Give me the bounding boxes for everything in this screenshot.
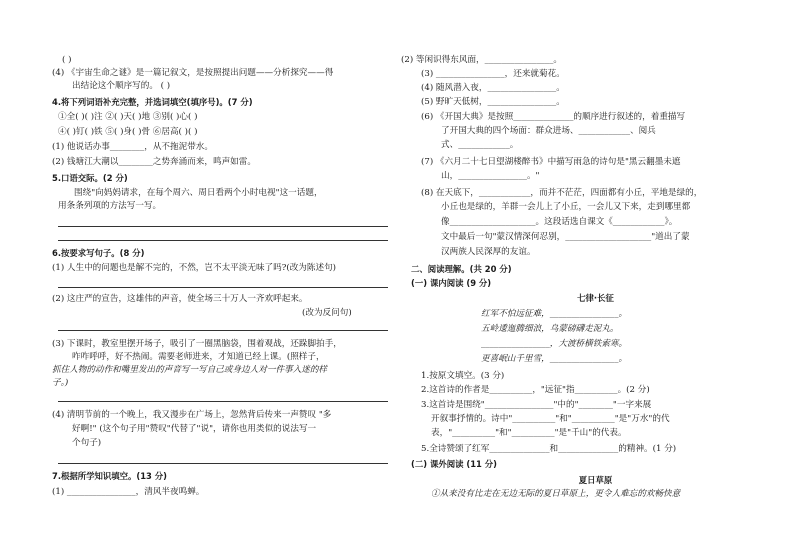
subsection-title: (二) 课外阅读 (11 分)	[411, 459, 497, 469]
question-text: (4) 清明节前的一个晚上，我又漫步在广场上，忽然背后传来一声赞叹 "多	[52, 410, 332, 420]
fill-sentence[interactable]: 5.全诗赞颂了红军______________和______________的精神。(1 分)	[421, 444, 677, 454]
poem-line[interactable]: 红军不怕远征难，________________。	[481, 309, 628, 319]
question-text: 出结论这个顺序写的。 ( )	[72, 81, 171, 91]
answer-line[interactable]	[58, 330, 388, 331]
question-hint: 子。)	[52, 378, 69, 388]
fill-sentence[interactable]: (2) 等闲识得东风面，________________。	[401, 55, 562, 65]
fill-sentence[interactable]: (1) 他说话办事________，从不拖泥带水。	[52, 142, 213, 152]
fill-sentence[interactable]: (7) 《六月二十七日望湖楼醉书》中描写雨急的诗句是"黑云翻墨未遮	[421, 157, 681, 167]
poem-line[interactable]: ________________，大渡桥横铁索寒。	[481, 339, 628, 349]
prompt-text: 围绕"向妈妈请求，在每个周六、周日看两个小时电视"这一话题，	[74, 188, 323, 198]
fill-sentence[interactable]: (3) ________________，还来就菊花。	[421, 69, 565, 79]
fill-sentence: 小丘也是绿的，羊群一会儿上了小丘，一会儿又下来，走到哪里都	[441, 202, 691, 212]
poem-title: 七律·长征	[577, 293, 614, 303]
question-text: 个句子)	[72, 438, 102, 448]
question-text: 咋咋呼呼，好不热闹。需要老师进来，才知道已经上课。(照样子，	[72, 352, 325, 362]
subsection-title: (一) 课内阅读 (9 分)	[411, 278, 492, 288]
fill-sentence[interactable]: (4) 随风潜入夜，________________。	[421, 83, 565, 93]
answer-line[interactable]	[58, 401, 388, 402]
poem-line: 五岭逶迤腾细浪，乌蒙磅礴走泥丸。	[481, 324, 619, 334]
fill-sentence[interactable]: 山，________________。"	[441, 171, 540, 181]
section-7-title: 7.根据所学知识填空。(13 分)	[52, 471, 167, 481]
question-text: (3) 下课时，教室里摆开场子，吸引了一圈黑脑袋，围着观战，还跺脚拍手，	[52, 339, 342, 349]
fill-sentence[interactable]: (8) 在天底下，____________，而并不茫茫，四面都有小丘，平地是绿的，	[421, 188, 703, 198]
question-hint: 抓住人物的动作和嘴里发出的声音写一写自己或身边人对一件事入迷的样	[52, 365, 328, 375]
prompt-text: 用条条列项的方法写一写。	[58, 201, 162, 211]
word-row[interactable]: ①全( )( )注 ②( )天( )地 ③别( )心( )	[58, 112, 198, 122]
fill-sentence: 汉两族人民深厚的友谊。	[441, 247, 536, 257]
fill-sentence[interactable]: 了开国大典的四个场面：群众进场、____________、阅兵	[441, 126, 656, 136]
passage-title: 夏日草原	[578, 475, 613, 485]
question-text: (4) 《宇宙生命之谜》是一篇记叙文，是按照提出问题——分析探究——得	[52, 68, 334, 78]
question-text: (2) 这庄严的宣告，这雄伟的声音，使全场三十万人一齐欢呼起来。	[52, 294, 308, 304]
section-5-title: 5.口语交际。(2 分)	[52, 173, 128, 183]
word-row[interactable]: ④( )钉( )铁 ⑤( )身( )骨 ⑥居高( )( )	[58, 127, 198, 137]
section-2-title: 二、阅读理解。(共 20 分)	[411, 264, 512, 274]
fill-sentence[interactable]: 2.这首诗的作者是__________，"远征"指__________。(2 分)	[421, 385, 650, 395]
answer-line[interactable]	[58, 240, 388, 241]
question-text: 好啊!" (这个句子用"赞叹"代替了"说"，请你也用类似的说法写一	[72, 424, 317, 434]
fill-sentence[interactable]: 像____________________。这段话选自课文《____________》。	[441, 217, 678, 227]
fill-sentence[interactable]: (1) ________________，清风半夜鸣蝉。	[52, 487, 205, 497]
fill-sentence[interactable]: 表，"__________"和"__________"是"千山"的代表。	[431, 428, 627, 438]
poem-line[interactable]: 更喜岷山千里雪，________________。	[481, 354, 628, 364]
fill-sentence[interactable]: 文中最后一句"蒙汉情深何忍别，____________________"道出了蒙	[441, 232, 690, 242]
fill-sentence[interactable]: 式、____________。	[441, 140, 519, 150]
question-text: 1.按原文填空。(3 分)	[421, 371, 505, 381]
fill-sentence[interactable]: 3.这首诗是围绕"________________"中的"________"一字来展	[421, 400, 652, 410]
answer-line[interactable]	[58, 226, 388, 227]
fill-sentence[interactable]: (2) 钱塘江大潮以________之势奔涌而来，鸣声如雷。	[52, 157, 256, 167]
answer-line[interactable]	[58, 287, 388, 288]
fill-sentence[interactable]: (6) 《开国大典》是按照______________的顺序进行叙述的，着重描写	[421, 112, 686, 122]
answer-blank[interactable]: ( )	[62, 55, 72, 65]
passage-text: ①从来没有比走在无边无际的夏日草原上，更令人难忘的欢畅快意	[431, 489, 681, 499]
section-6-title: 6.按要求写句子。(8 分)	[52, 248, 145, 258]
fill-sentence[interactable]: (5) 野旷天低树，________________。	[421, 97, 565, 107]
question-hint: (改为反问句)	[302, 308, 352, 318]
answer-line[interactable]	[58, 463, 388, 464]
fill-sentence[interactable]: 开叙事抒情的。诗中"__________"和"__________"是"万水"的代	[431, 414, 670, 424]
section-4-title: 4.将下列词语补充完整，并选词填空(填序号)。(7 分)	[52, 97, 253, 107]
question-text: (1) 人生中的问题也是解不完的，不然，岂不太平淡无味了吗?(改为陈述句)	[52, 263, 337, 273]
